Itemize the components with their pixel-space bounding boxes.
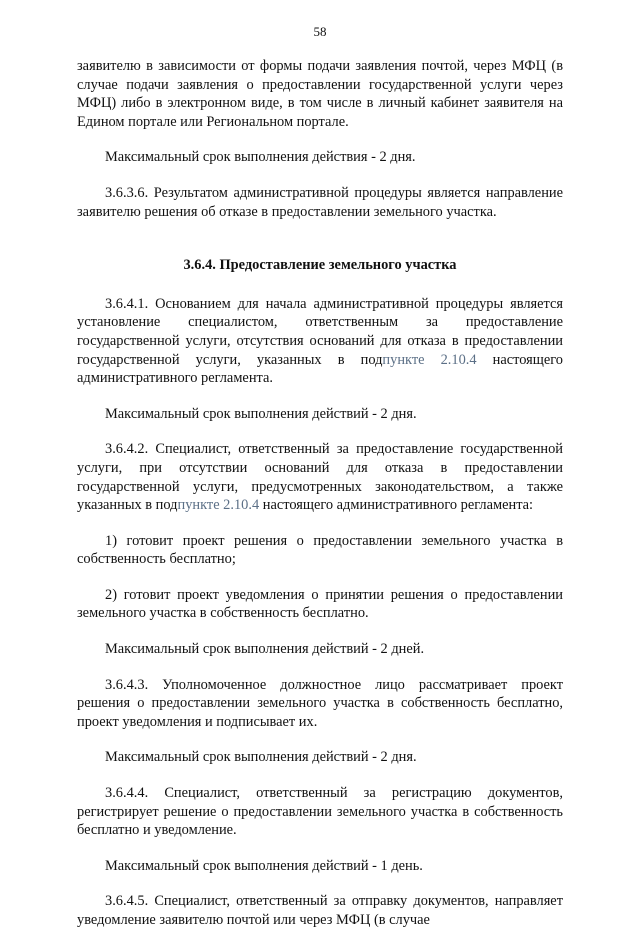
paragraph-deadline: Максимальный срок выполнения действий - 2 дней. xyxy=(105,641,425,658)
paragraph-3-6-4-4: 3.6.4.4. Специалист, ответственный за регистрацию документов, регистрирует решение о предоставлении земельного участка в собственность бесплатно и уведомление. xyxy=(77,785,563,839)
paragraph-3-6-4-2 xyxy=(77,440,563,514)
cross-reference-link[interactable]: пункте 2.10.4 xyxy=(382,351,477,368)
section-heading: 3.6.4. Предоставление земельного участка xyxy=(183,257,457,274)
paragraph-text-tail: настоящего административного регламента: xyxy=(259,497,534,514)
paragraph-3-6-4-5: 3.6.4.5. Специалист, ответственный за отправку документов, направляет уведомление заявителю почтой или через МФЦ (в случае xyxy=(77,893,563,928)
cross-reference-link[interactable]: пункте 2.10.4 xyxy=(177,497,260,514)
paragraph-continuation: заявителю в зависимости от формы подачи заявления почтой, через МФЦ (в случае подачи заявления о предоставлении государственной услуги через МФЦ) либо в электронном виде, в том числе в личный кабинет заявителя на Едином портале или Региональном портале. xyxy=(77,58,563,130)
paragraph-deadline: Максимальный срок выполнения действий - 1 день. xyxy=(105,857,423,874)
paragraph-text-tail: настоящего административного регламента. xyxy=(77,351,564,387)
paragraph-deadline: Максимальный срок выполнения действий - 2 дня. xyxy=(105,405,417,422)
list-item: 1) готовит проект решения о предоставлении земельного участка в собственность бесплатно; xyxy=(77,532,563,568)
paragraph-3-6-4-1 xyxy=(77,295,563,388)
paragraph-text: 3.6.4.2. Специалист, ответственный за предоставление государственной услуги, при отсутствии оснований для отказа в предоставлении государственной услуги, предусмотренных законодательством, а также указанных в под xyxy=(77,441,563,514)
list-item: 2) готовит проект уведомления о принятии решения о предоставлении земельного участка в собственность бесплатно. xyxy=(77,586,563,622)
paragraph-text: 3.6.4.1. Основанием для начала административной процедуры является установление специалистом, ответственным за предоставление государственной услуги, отсутствия оснований для отказа в предоставлении государственной услуги, указанных в под xyxy=(77,295,563,368)
document-body xyxy=(77,57,563,947)
paragraph-deadline: Максимальный срок выполнения действий - 2 дня. xyxy=(105,749,417,766)
page-number: 58 xyxy=(313,24,327,39)
paragraph-3-6-4-3: 3.6.4.3. Уполномоченное должностное лицо рассматривает проект решения о предоставлении земельного участка в собственность бесплатно, проект уведомления и подписывает их. xyxy=(77,676,563,730)
paragraph-deadline: Максимальный срок выполнения действия - 2 дня. xyxy=(105,149,416,166)
paragraph-3-6-3-6: 3.6.3.6. Результатом административной процедуры является направление заявителю решения об отказе в предоставлении земельного участка. xyxy=(77,184,563,220)
